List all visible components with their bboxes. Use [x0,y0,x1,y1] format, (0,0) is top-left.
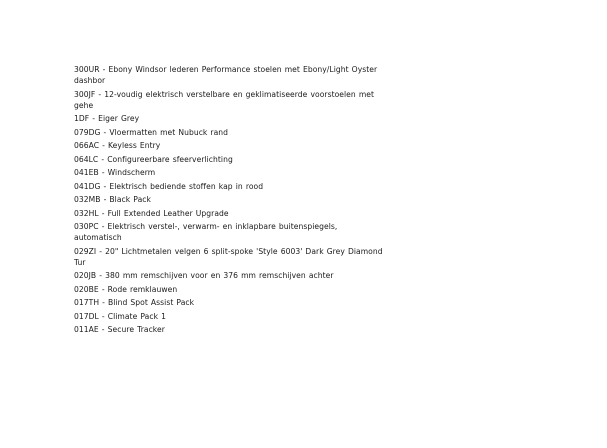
option-line: 300JF - 12-voudig elektrisch verstelbare en geklimatiseerde voorstoelen met gehe [74,89,375,110]
option-line: 041DG - Elektrisch bediende stoffen kap in rood [74,181,264,191]
option-line: 041EB - Windscherm [74,168,156,177]
option-line: 066AC - Keyless Entry [74,141,161,150]
option-line: 032HL - Full Extended Leather Upgrade [74,208,229,218]
option-line: 064LC - Configureerbare sfeerverlichting [74,154,233,164]
option-line: 1DF - Eiger Grey [74,114,140,123]
option-line: 020JB - 380 mm remschijven voor en 376 mm remschijven achter [74,271,334,280]
option-line: 079DG - Vloermatten met Nubuck rand [74,127,229,137]
option-line: 017DL - Climate Pack 1 [74,311,166,321]
option-line: 011AE - Secure Tracker [74,325,165,334]
option-line: 017TH - Blind Spot Assist Pack [74,298,195,307]
option-line: 030PC - Elektrisch verstel-, verwarm- en inklapbare buitenspiegels, automatisch [74,222,338,242]
option-line: 029ZI - 20" Lichtmetalen velgen 6 split-spoke 'Style 6003' Dark Grey Diamond Tur [74,246,383,267]
options-list [74,64,386,338]
option-line: 020BE - Rode remklauwen [74,284,178,294]
option-line: 300UR - Ebony Windsor lederen Performance stoelen met Ebony/Light Oyster dashbor [74,65,378,85]
option-line: 032MB - Black Pack [74,195,151,204]
